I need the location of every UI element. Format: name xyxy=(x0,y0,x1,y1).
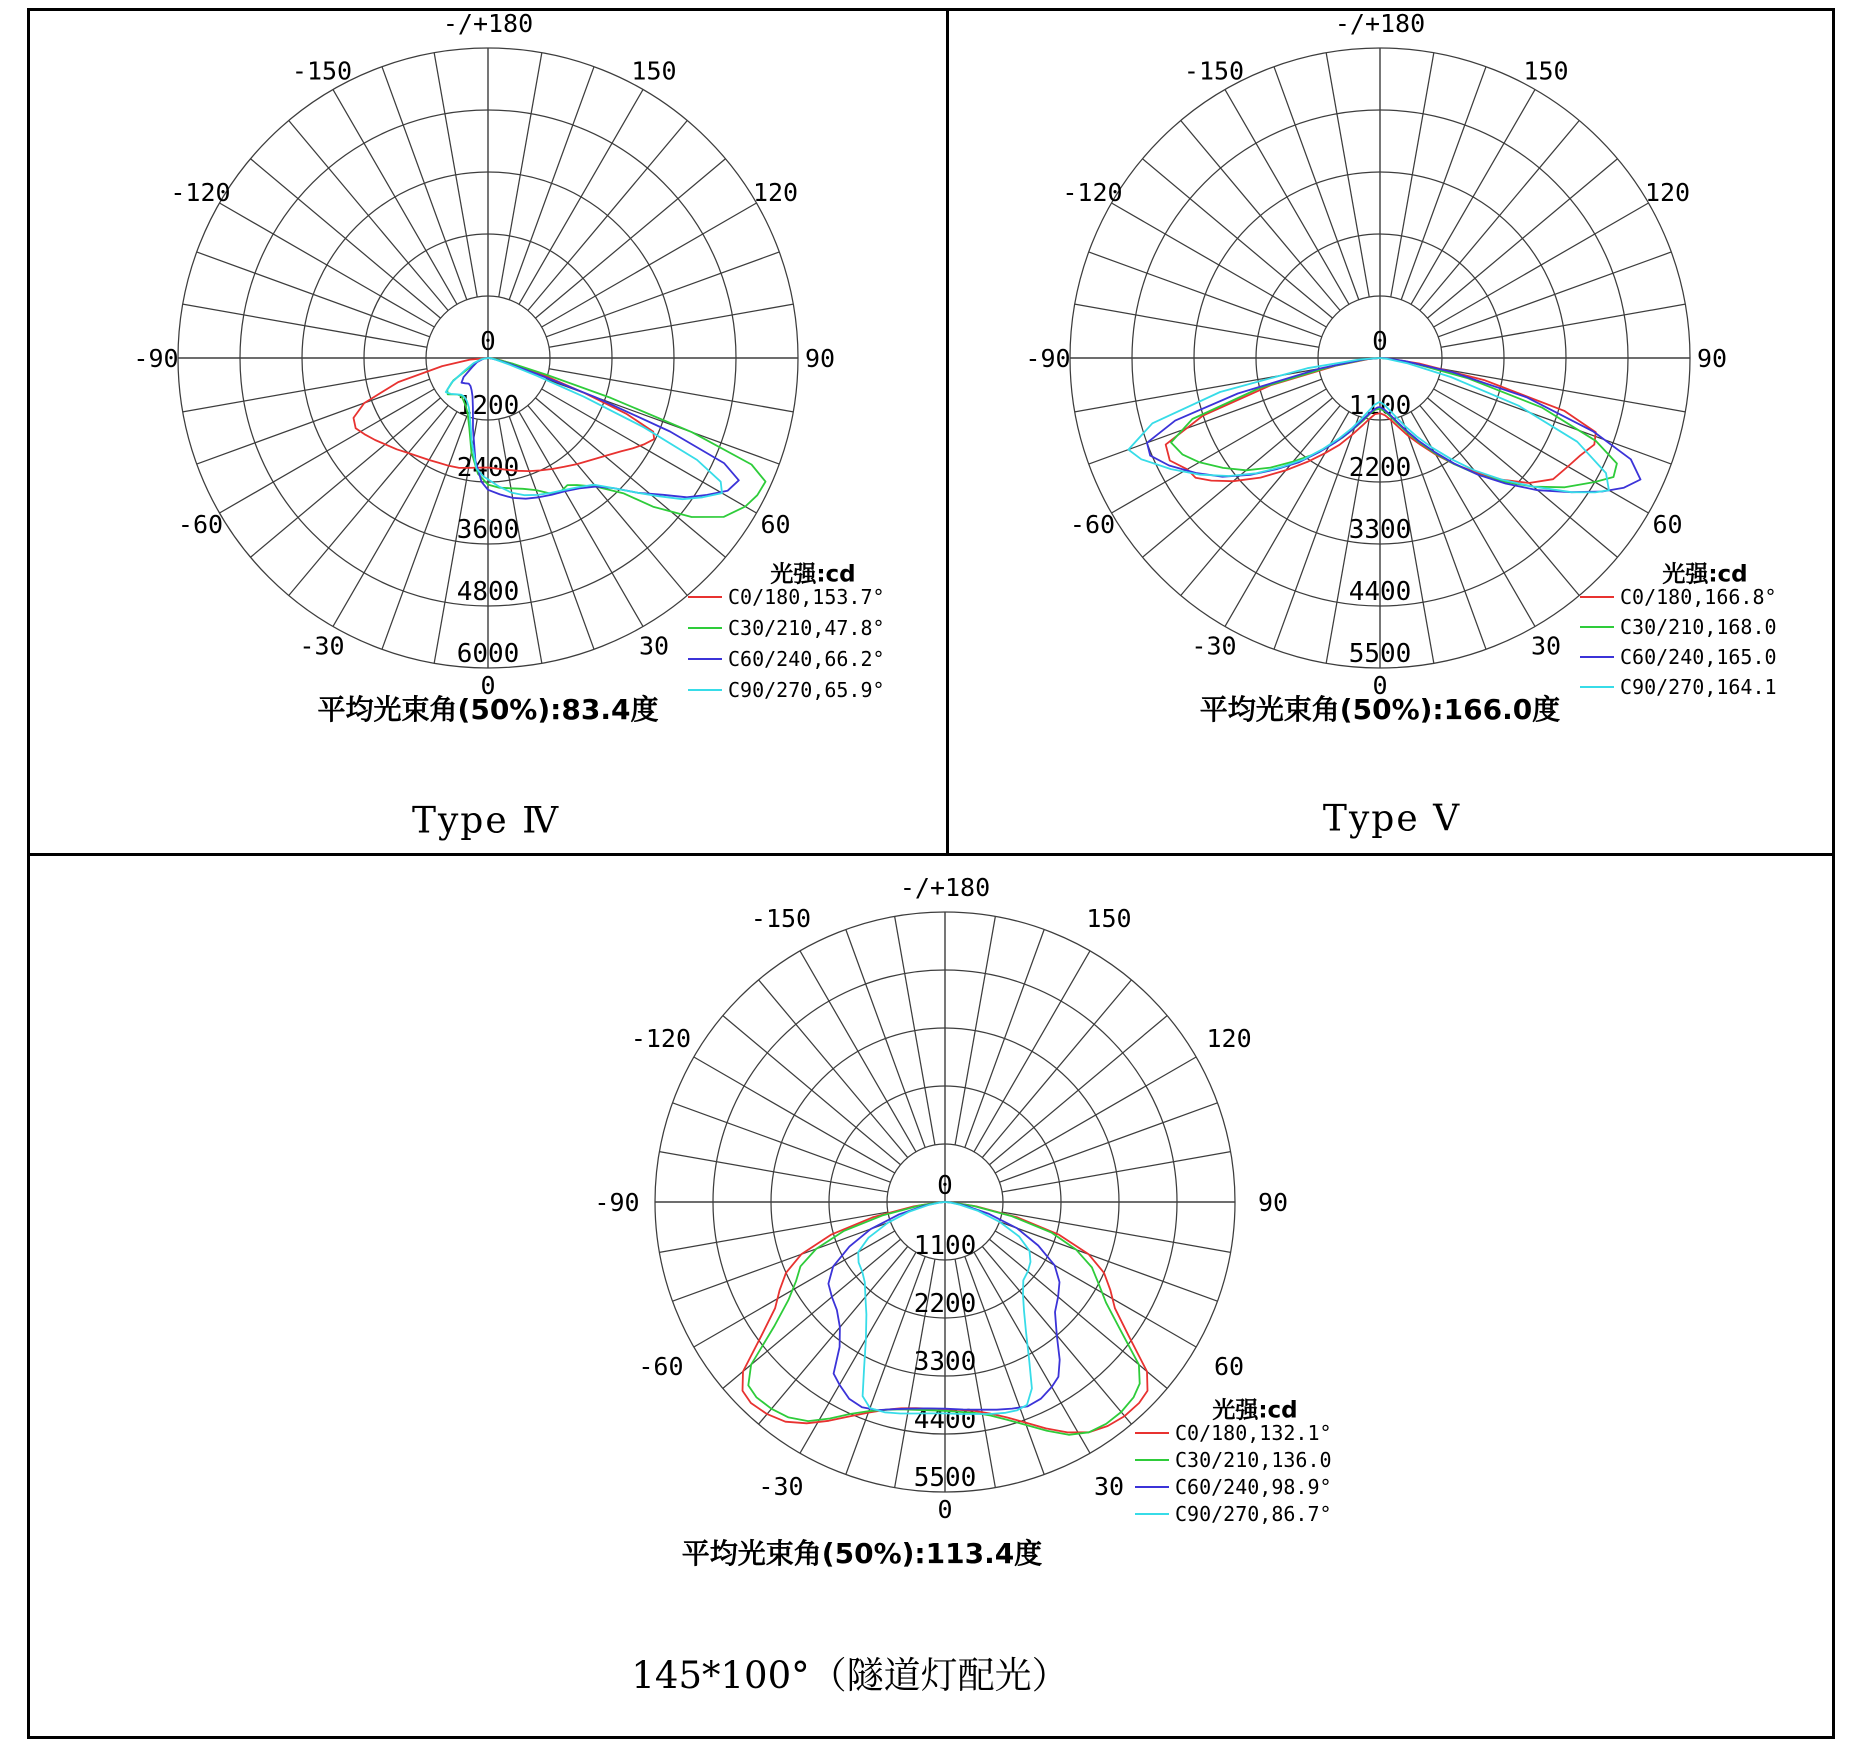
ring-value-label: 3600 xyxy=(456,515,520,545)
legend-title-type-iv: 光强:cd xyxy=(770,561,856,588)
ring-value-label: 4800 xyxy=(456,577,520,607)
angle-tick-label: 150 xyxy=(1086,903,1132,933)
legend-entry: C60/240,165.0 xyxy=(1620,645,1777,669)
ring-value-label: 2200 xyxy=(913,1289,977,1319)
legend-entry: C30/210,168.0 xyxy=(1620,615,1777,639)
legend-entry: C90/270,164.1 xyxy=(1620,675,1777,699)
legend-entry: C90/270,86.7° xyxy=(1175,1502,1332,1526)
legend-title-tunnel: 光强:cd xyxy=(1212,1397,1298,1424)
angle-tick-label: 60 xyxy=(1652,510,1683,539)
angle-tick-label: 60 xyxy=(1214,1352,1245,1381)
legend-entry: C90/270,65.9° xyxy=(728,678,885,702)
panel-divider-vertical xyxy=(946,8,949,856)
angle-label-nadir: 0 xyxy=(1372,671,1388,700)
angle-tick-label: -30 xyxy=(758,1472,804,1502)
ring-value-label: 4400 xyxy=(1348,577,1412,607)
angle-tick-label: -150 xyxy=(750,903,812,933)
panel-caption-type-iv: Type Ⅳ xyxy=(411,800,561,842)
angle-label-nadir: 0 xyxy=(480,671,496,700)
beam-angle-label-tunnel: 平均光束角(50%):113.4度 xyxy=(681,1537,1043,1570)
legend-entry: C30/210,136.0 xyxy=(1175,1448,1332,1472)
angle-label-top: -/+180 xyxy=(1334,9,1426,38)
ring-value-label: 3300 xyxy=(1348,515,1412,545)
legend-entry: C0/180,153.7° xyxy=(728,585,885,609)
angle-tick-label: -120 xyxy=(1062,178,1123,207)
angle-tick-label: 120 xyxy=(1206,1024,1252,1053)
angle-tick-label: 90 xyxy=(1696,344,1728,373)
angle-tick-label: 90 xyxy=(804,344,836,373)
angle-tick-label: -90 xyxy=(133,344,179,373)
angle-label-top: -/+180 xyxy=(899,873,991,902)
angle-tick-label: -60 xyxy=(177,510,224,539)
angle-tick-label: 150 xyxy=(1523,56,1569,86)
panel-divider-horizontal xyxy=(27,853,1832,856)
angle-tick-label: -120 xyxy=(630,1024,692,1053)
ring-value-label: 6000 xyxy=(456,639,520,669)
angle-tick-label: 150 xyxy=(631,56,677,86)
angle-tick-label: 90 xyxy=(1257,1188,1289,1217)
page-border xyxy=(27,8,1835,1739)
angle-tick-label: -30 xyxy=(1191,631,1237,661)
angle-tick-label: -150 xyxy=(291,56,353,86)
panel-caption-tunnel: 145*100°（隧道灯配光） xyxy=(631,1654,1069,1697)
ring-value-label: 5500 xyxy=(1348,639,1412,669)
legend-entry: C30/210,47.8° xyxy=(728,616,885,640)
legend-entry: C60/240,98.9° xyxy=(1175,1475,1332,1499)
ring-value-label: 5500 xyxy=(913,1463,977,1493)
angle-tick-label: -90 xyxy=(1025,344,1071,373)
angle-tick-label: -120 xyxy=(170,178,231,207)
angle-tick-label: -90 xyxy=(594,1188,640,1217)
legend-entry: C0/180,132.1° xyxy=(1175,1421,1332,1445)
ring-value-label: 3300 xyxy=(913,1347,977,1377)
angle-tick-label: -60 xyxy=(638,1352,684,1381)
panel-caption-type-v: Type Ⅴ xyxy=(1322,798,1462,840)
angle-tick-label: 30 xyxy=(638,631,670,661)
ring-value-label: 4400 xyxy=(913,1405,977,1435)
angle-tick-label: 30 xyxy=(1530,631,1562,661)
angle-tick-label: -150 xyxy=(1183,56,1245,86)
ring-value-label: 2200 xyxy=(1348,453,1412,483)
legend-entry: C60/240,66.2° xyxy=(728,647,885,671)
ring-value-label: 1100 xyxy=(1348,391,1412,421)
beam-angle-label-type-v: 平均光束角(50%):166.0度 xyxy=(1199,693,1561,726)
ring-value-label: 2400 xyxy=(456,453,520,483)
ring-label-center: 0 xyxy=(1372,327,1388,357)
angle-tick-label: -30 xyxy=(299,631,345,661)
angle-tick-label: 30 xyxy=(1093,1472,1125,1502)
legend-entry: C0/180,166.8° xyxy=(1620,585,1777,609)
ring-value-label: 1200 xyxy=(456,391,520,421)
ring-label-center: 0 xyxy=(937,1171,953,1201)
angle-tick-label: 120 xyxy=(752,178,799,207)
ring-value-label: 1100 xyxy=(913,1231,977,1261)
ring-label-center: 0 xyxy=(480,327,496,357)
legend-title-type-v: 光强:cd xyxy=(1662,561,1748,588)
angle-tick-label: 60 xyxy=(760,510,791,539)
angle-tick-label: 120 xyxy=(1644,178,1691,207)
beam-angle-label-type-iv: 平均光束角(50%):83.4度 xyxy=(317,693,659,726)
angle-label-nadir: 0 xyxy=(937,1495,953,1524)
angle-tick-label: -60 xyxy=(1069,510,1116,539)
angle-label-top: -/+180 xyxy=(442,9,534,38)
